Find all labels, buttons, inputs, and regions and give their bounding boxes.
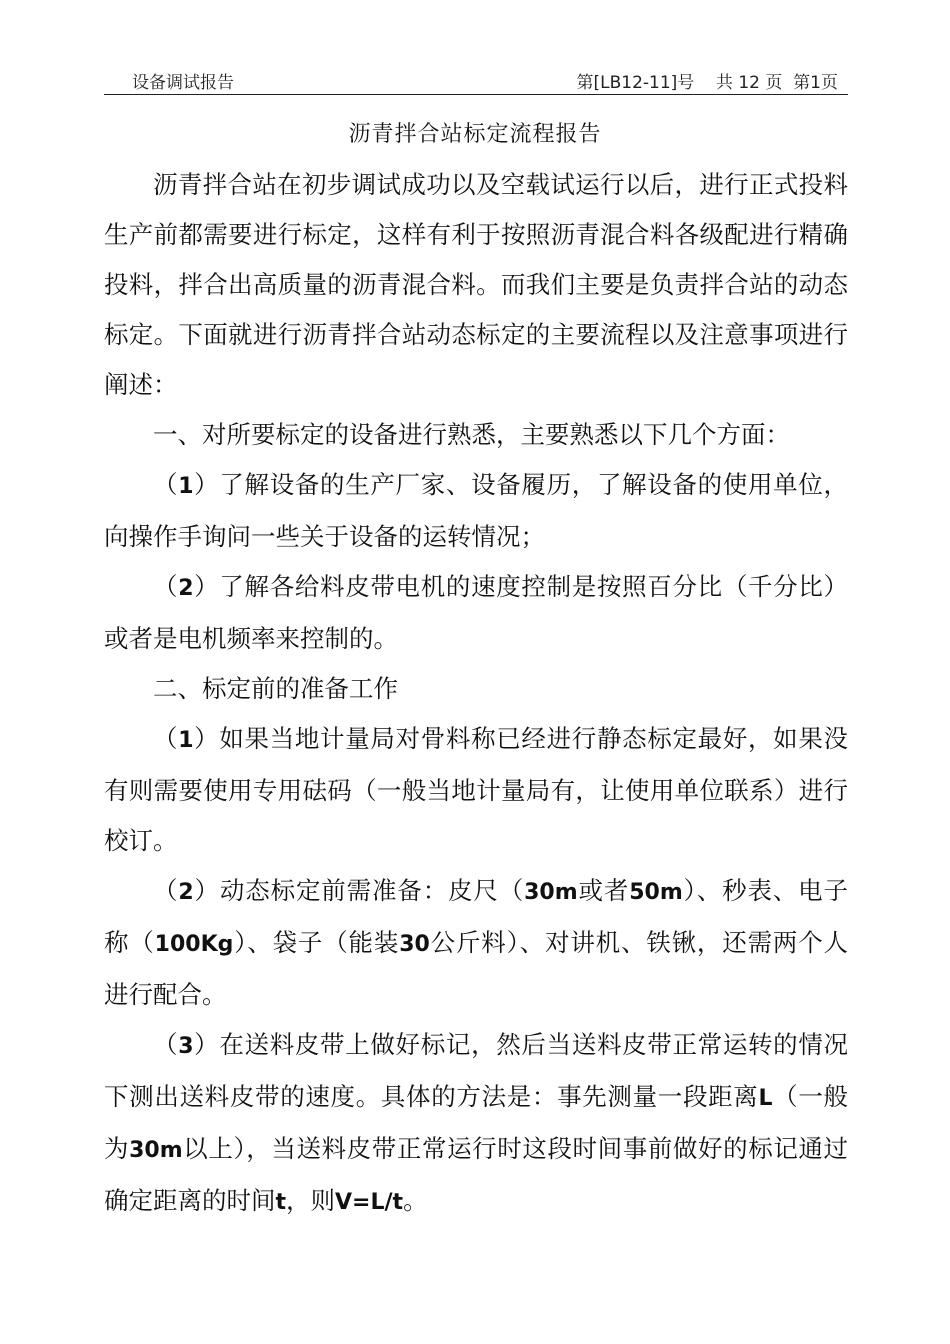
section-two-item-3: （3）在送料皮带上做好标记，然后当送料皮带正常运转的情况下测出送料皮带的速度。具体的方法是：事先测量一段距离L（一般为30m以上），当送料皮带正常运行时这段时间事前做好的标记通过确定距离的时间t，则V=L/t。 xyxy=(104,1030,849,1215)
section-one-item-1: （1）了解设备的生产厂家、设备履历，了解设备的使用单位，向操作手询问一些关于设备的运转情况； xyxy=(104,470,849,551)
page-header xyxy=(104,66,848,95)
section-one-item-2: （2）了解各给料皮带电机的速度控制是按照百分比（千分比）或者是电机频率来控制的。 xyxy=(104,572,849,653)
section-two-item-2: （2）动态标定前需准备：皮尺（30m或者50m）、秒表、电子称（100Kg）、袋子（能装30公斤料）、对讲机、铁锹，还需两个人进行配合。 xyxy=(104,876,849,1009)
header-page-info: 第[LB12-11]号 共 12 页 第1页 xyxy=(576,73,838,93)
document-body xyxy=(104,160,848,1228)
section-one-heading: 一、对所要标定的设备进行熟悉，主要熟悉以下几个方面： xyxy=(153,420,790,449)
intro-paragraph: 沥青拌合站在初步调试成功以及空载试运行以后，进行正式投料生产前都需要进行标定，这样有利于按照沥青混合料各级配进行精确投料，拌合出高质量的沥青混合料。而我们主要是负责拌合站的动态标定。下面就进行沥青拌合站动态标定的主要流程以及注意事项进行阐述： xyxy=(104,170,848,399)
document-title: 沥青拌合站标定流程报告 xyxy=(348,122,602,147)
section-two-item-1: （1）如果当地计量局对骨料称已经进行静态标定最好，如果没有则需要使用专用砝码（一般当地计量局有，让使用单位联系）进行校订。 xyxy=(104,724,849,855)
section-two-heading: 二、标定前的准备工作 xyxy=(153,674,398,703)
header-report-type: 设备调试报告 xyxy=(132,73,234,93)
